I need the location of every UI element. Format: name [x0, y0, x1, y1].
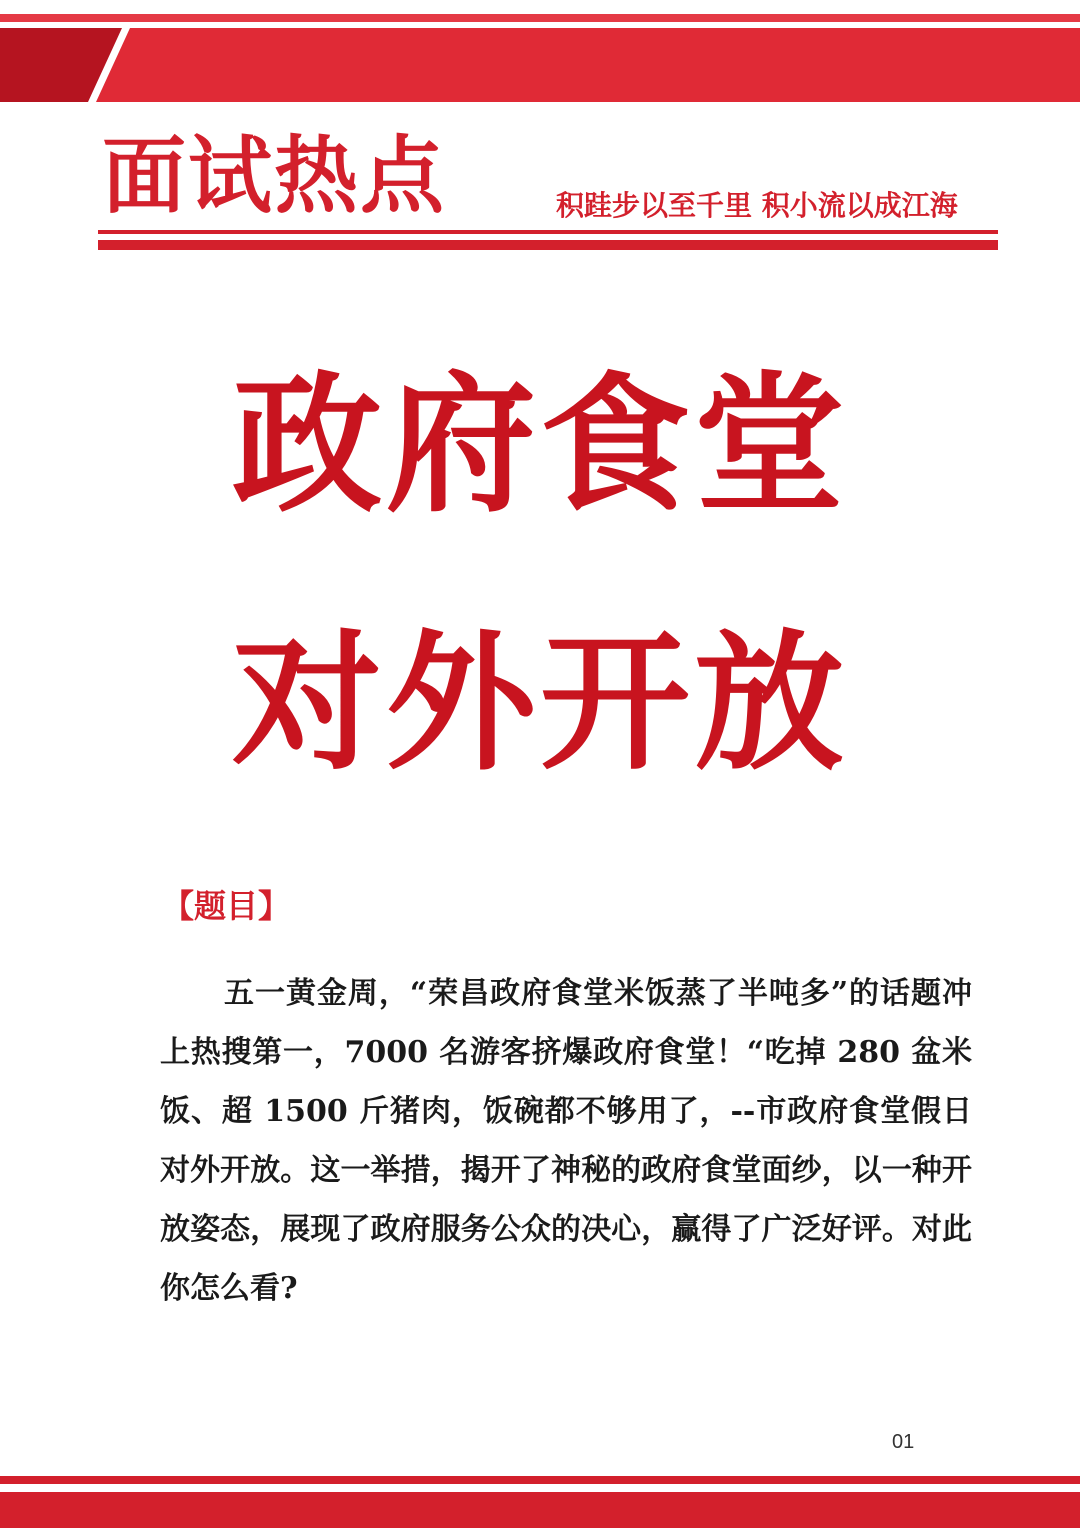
hero-title-line-2: 对外开放 — [231, 615, 848, 791]
header-rule-thin — [98, 230, 998, 234]
top-banner — [0, 28, 1080, 102]
bottom-banner — [0, 1492, 1080, 1528]
bottom-accent-stripe — [0, 1476, 1080, 1484]
question-label: 【题目】 — [162, 887, 291, 925]
header-title: 面试热点 — [102, 127, 447, 225]
page-number: 01 — [892, 1431, 915, 1453]
top-accent-stripe — [0, 14, 1080, 22]
header-rule-thick — [98, 240, 998, 250]
hero-title-line-1: 政府食堂 — [231, 357, 848, 533]
question-body: 五一黄金周，“荣昌政府食堂米饭蒸了半吨多”的话题冲上热搜第一，7000 名游客挤爆政府食堂！“吃掉 280 盆米饭、超 1500 斤猪肉，饭碗都不够用了，--市政府食堂假日对外开放。这一举措，揭开了神秘的政府食堂面纱，以一种开放姿态，展现了政府服务公众的决心，赢得了广泛好评。对此你怎么看? — [160, 976, 972, 1306]
header-slogan: 积跬步以至千里 积小流以成江海 — [556, 189, 958, 222]
top-banner-main-band — [96, 28, 1080, 102]
